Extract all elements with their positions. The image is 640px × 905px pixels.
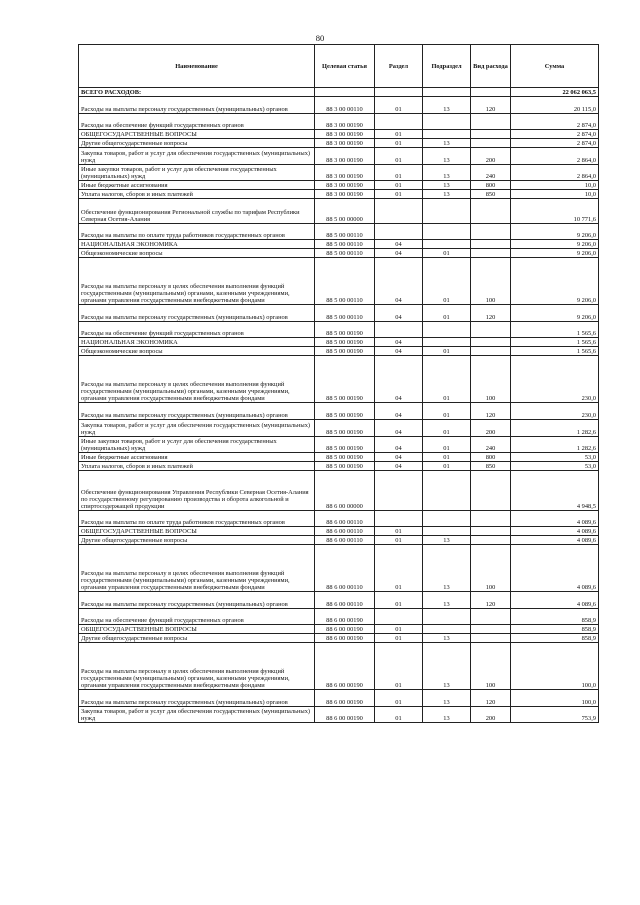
row-article: 88 5 00 00110 <box>315 240 375 249</box>
row-sum: 858,9 <box>511 634 599 643</box>
row-article: 88 5 00 00190 <box>315 321 375 338</box>
row-kind: 850 <box>471 190 511 199</box>
row-sum: 1 282,6 <box>511 436 599 453</box>
table-row <box>79 321 599 338</box>
row-article: 88 5 00 00190 <box>315 338 375 347</box>
row-sum: 858,9 <box>511 608 599 625</box>
row-sum: 753,9 <box>511 706 599 723</box>
row-subsection <box>423 471 471 510</box>
row-subsection: 01 <box>423 347 471 356</box>
page-number: 80 <box>315 33 325 43</box>
row-subsection <box>423 130 471 139</box>
row-article: 88 6 00 00190 <box>315 706 375 723</box>
row-name: Иные бюджетные ассигнования <box>79 181 315 190</box>
row-subsection <box>423 527 471 536</box>
row-article: 88 6 00 00110 <box>315 527 375 536</box>
row-subsection: 13 <box>423 545 471 592</box>
table-row <box>79 608 599 625</box>
row-section <box>375 321 423 338</box>
row-name: Закупка товаров, работ и услуг для обеспечения государственных (муниципальных) нужд <box>79 706 315 723</box>
row-kind: 100 <box>471 258 511 305</box>
row-kind <box>471 113 511 130</box>
row-article: 88 6 00 00110 <box>315 545 375 592</box>
row-name: ОБЩЕГОСУДАРСТВЕННЫЕ ВОПРОСЫ <box>79 625 315 634</box>
table-row <box>79 258 599 305</box>
row-article: 88 5 00 00190 <box>315 356 375 403</box>
row-section: 01 <box>375 130 423 139</box>
row-section: 04 <box>375 462 423 471</box>
row-section: 04 <box>375 240 423 249</box>
row-article: 88 6 00 00000 <box>315 471 375 510</box>
row-kind: 800 <box>471 181 511 190</box>
row-article: 88 3 00 00110 <box>315 97 375 114</box>
table-row <box>79 199 599 223</box>
row-sum: 100,0 <box>511 643 599 690</box>
row-name: Расходы на выплаты по оплате труда работников государственных органов <box>79 223 315 240</box>
row-article: 88 6 00 00190 <box>315 643 375 690</box>
row-kind: 120 <box>471 592 511 609</box>
row-name: Другие общегосударственные вопросы <box>79 139 315 148</box>
row-kind: 850 <box>471 462 511 471</box>
table-row <box>79 592 599 609</box>
row-sum: 9 206,0 <box>511 305 599 322</box>
row-sum: 4 089,6 <box>511 592 599 609</box>
row-article: 88 5 00 00190 <box>315 347 375 356</box>
table-row <box>79 625 599 634</box>
table-row <box>79 419 599 436</box>
row-kind <box>471 338 511 347</box>
table-row <box>79 181 599 190</box>
row-name: Общеэкономические вопросы <box>79 249 315 258</box>
row-subsection: 13 <box>423 592 471 609</box>
row-sum: 1 565,6 <box>511 347 599 356</box>
row-name: Иные бюджетные ассигнования <box>79 453 315 462</box>
row-subsection: 01 <box>423 436 471 453</box>
row-article: 88 5 00 00110 <box>315 258 375 305</box>
row-section: 04 <box>375 338 423 347</box>
row-section: 04 <box>375 305 423 322</box>
row-sum: 53,0 <box>511 462 599 471</box>
table-row <box>79 130 599 139</box>
row-subsection <box>423 321 471 338</box>
row-name: Расходы на выплаты персоналу государственных (муниципальных) органов <box>79 690 315 707</box>
table-row <box>79 462 599 471</box>
row-kind <box>471 321 511 338</box>
row-subsection: 13 <box>423 181 471 190</box>
row-kind <box>471 608 511 625</box>
table-row <box>79 453 599 462</box>
table-row <box>79 536 599 545</box>
row-subsection: 13 <box>423 190 471 199</box>
row-article: 88 5 00 00190 <box>315 403 375 420</box>
row-kind <box>471 88 511 97</box>
table-header-row <box>79 45 599 88</box>
row-kind: 120 <box>471 403 511 420</box>
row-subsection: 01 <box>423 419 471 436</box>
row-subsection <box>423 223 471 240</box>
row-sum: 10,0 <box>511 190 599 199</box>
table-row <box>79 347 599 356</box>
row-sum: 4 089,6 <box>511 527 599 536</box>
row-article: 88 6 00 00110 <box>315 592 375 609</box>
table-row <box>79 356 599 403</box>
row-sum: 4 089,6 <box>511 545 599 592</box>
row-subsection: 13 <box>423 643 471 690</box>
row-subsection <box>423 608 471 625</box>
row-name: НАЦИОНАЛЬНАЯ ЭКОНОМИКА <box>79 240 315 249</box>
row-subsection: 13 <box>423 97 471 114</box>
row-name: Иные закупки товаров, работ и услуг для обеспечения государственных (муниципальных) нужд <box>79 436 315 453</box>
row-kind <box>471 634 511 643</box>
row-article: 88 3 00 00190 <box>315 130 375 139</box>
row-kind <box>471 199 511 223</box>
row-section <box>375 510 423 527</box>
row-name: Расходы на обеспечение функций государственных органов <box>79 608 315 625</box>
row-section: 01 <box>375 545 423 592</box>
row-section: 01 <box>375 625 423 634</box>
row-article: 88 5 00 00000 <box>315 199 375 223</box>
header-article: Целевая статья <box>315 45 375 88</box>
table-row <box>79 249 599 258</box>
row-section: 04 <box>375 356 423 403</box>
row-name: Обеспечение функционирования Управления Республики Северная Осетия-Алания по государственному регулированию производства и оборота алкогольной и спиртосодержащей продукции <box>79 471 315 510</box>
row-section: 04 <box>375 347 423 356</box>
table-row <box>79 471 599 510</box>
row-name: Обеспечение функционирования Региональной службы по тарифам Республики Северная Осетия-Алания <box>79 199 315 223</box>
table-row <box>79 403 599 420</box>
table-row <box>79 545 599 592</box>
row-section: 01 <box>375 148 423 165</box>
row-name: Расходы на выплаты персоналу в целях обеспечения выполнения функций государственными (муниципальными) органами, казенными учреждениями, органами управления государственными внебюджетными фондами <box>79 258 315 305</box>
row-name: Расходы на обеспечение функций государственных органов <box>79 321 315 338</box>
row-subsection: 01 <box>423 258 471 305</box>
row-kind: 200 <box>471 419 511 436</box>
row-section: 01 <box>375 634 423 643</box>
row-name: Общеэкономические вопросы <box>79 347 315 356</box>
row-article: 88 6 00 00110 <box>315 510 375 527</box>
row-kind: 100 <box>471 356 511 403</box>
row-kind: 200 <box>471 148 511 165</box>
row-subsection: 13 <box>423 690 471 707</box>
row-name: Другие общегосударственные вопросы <box>79 634 315 643</box>
row-name: Уплата налогов, сборов и иных платежей <box>79 462 315 471</box>
row-subsection <box>423 113 471 130</box>
row-kind <box>471 130 511 139</box>
row-section: 04 <box>375 403 423 420</box>
table-row <box>79 436 599 453</box>
row-article: 88 6 00 00110 <box>315 536 375 545</box>
row-name: Другие общегосударственные вопросы <box>79 536 315 545</box>
row-article: 88 3 00 00190 <box>315 164 375 181</box>
row-sum: 22 062 063,5 <box>511 88 599 97</box>
row-kind: 800 <box>471 453 511 462</box>
row-kind <box>471 139 511 148</box>
row-subsection <box>423 88 471 97</box>
row-name: ОБЩЕГОСУДАРСТВЕННЫЕ ВОПРОСЫ <box>79 130 315 139</box>
row-kind: 240 <box>471 164 511 181</box>
row-article: 88 3 00 00190 <box>315 148 375 165</box>
row-name: НАЦИОНАЛЬНАЯ ЭКОНОМИКА <box>79 338 315 347</box>
row-article: 88 5 00 00190 <box>315 462 375 471</box>
row-sum: 2 864,0 <box>511 164 599 181</box>
header-name: Наименование <box>79 45 315 88</box>
row-name: Иные закупки товаров, работ и услуг для обеспечения государственных (муниципальных) нужд <box>79 164 315 181</box>
table-row <box>79 305 599 322</box>
row-sum: 10 771,6 <box>511 199 599 223</box>
row-sum: 9 206,0 <box>511 249 599 258</box>
row-name: ВСЕГО РАСХОДОВ: <box>79 88 315 97</box>
row-subsection: 13 <box>423 148 471 165</box>
row-subsection: 13 <box>423 164 471 181</box>
row-sum: 1 565,6 <box>511 321 599 338</box>
row-kind <box>471 527 511 536</box>
row-name: Уплата налогов, сборов и иных платежей <box>79 190 315 199</box>
row-subsection <box>423 240 471 249</box>
table-row <box>79 690 599 707</box>
row-section: 01 <box>375 706 423 723</box>
row-sum: 2 874,0 <box>511 139 599 148</box>
row-kind <box>471 223 511 240</box>
row-article: 88 3 00 00190 <box>315 181 375 190</box>
budget-table <box>78 44 599 723</box>
row-subsection: 01 <box>423 453 471 462</box>
row-subsection <box>423 510 471 527</box>
row-kind: 120 <box>471 305 511 322</box>
row-subsection: 01 <box>423 462 471 471</box>
row-sum: 100,0 <box>511 690 599 707</box>
row-section: 04 <box>375 419 423 436</box>
row-section <box>375 608 423 625</box>
row-article: 88 3 00 00190 <box>315 113 375 130</box>
row-name: Расходы на обеспечение функций государственных органов <box>79 113 315 130</box>
row-article: 88 5 00 00190 <box>315 419 375 436</box>
row-article: 88 6 00 00190 <box>315 625 375 634</box>
row-article: 88 5 00 00110 <box>315 249 375 258</box>
row-section: 01 <box>375 164 423 181</box>
row-subsection <box>423 625 471 634</box>
table-row <box>79 113 599 130</box>
header-section: Раздел <box>375 45 423 88</box>
row-sum: 53,0 <box>511 453 599 462</box>
row-section: 01 <box>375 190 423 199</box>
row-kind <box>471 471 511 510</box>
row-sum: 230,0 <box>511 356 599 403</box>
row-name: Расходы на выплаты по оплате труда работников государственных органов <box>79 510 315 527</box>
table-row <box>79 97 599 114</box>
row-subsection: 01 <box>423 249 471 258</box>
table-body <box>79 88 599 723</box>
row-kind: 120 <box>471 690 511 707</box>
row-subsection: 01 <box>423 403 471 420</box>
row-section: 01 <box>375 643 423 690</box>
row-article: 88 6 00 00190 <box>315 608 375 625</box>
row-section <box>375 199 423 223</box>
row-section: 01 <box>375 139 423 148</box>
row-subsection: 13 <box>423 139 471 148</box>
row-section: 04 <box>375 436 423 453</box>
row-kind <box>471 510 511 527</box>
row-name: Расходы на выплаты персоналу государственных (муниципальных) органов <box>79 403 315 420</box>
table-row <box>79 706 599 723</box>
table-row <box>79 148 599 165</box>
row-article: 88 3 00 00190 <box>315 139 375 148</box>
table-row <box>79 139 599 148</box>
row-sum: 4 089,6 <box>511 536 599 545</box>
row-section: 01 <box>375 97 423 114</box>
row-sum: 2 874,0 <box>511 113 599 130</box>
row-name: Расходы на выплаты персоналу государственных (муниципальных) органов <box>79 592 315 609</box>
row-section: 04 <box>375 249 423 258</box>
row-sum: 20 115,0 <box>511 97 599 114</box>
row-name: Расходы на выплаты персоналу государственных (муниципальных) органов <box>79 97 315 114</box>
row-sum: 4 948,5 <box>511 471 599 510</box>
row-sum: 230,0 <box>511 403 599 420</box>
row-article: 88 5 00 00110 <box>315 223 375 240</box>
row-article <box>315 88 375 97</box>
row-subsection <box>423 199 471 223</box>
row-kind: 100 <box>471 545 511 592</box>
header-subsection: Подраздел <box>423 45 471 88</box>
row-sum: 4 089,6 <box>511 510 599 527</box>
row-name: Расходы на выплаты персоналу в целях обеспечения выполнения функций государственными (муниципальными) органами, казенными учреждениями, органами управления государственными внебюджетными фондами <box>79 643 315 690</box>
row-kind <box>471 536 511 545</box>
row-article: 88 6 00 00190 <box>315 690 375 707</box>
row-section <box>375 88 423 97</box>
row-sum: 1 282,6 <box>511 419 599 436</box>
header-sum: Сумма <box>511 45 599 88</box>
row-sum: 858,9 <box>511 625 599 634</box>
row-kind: 200 <box>471 706 511 723</box>
table-row <box>79 190 599 199</box>
row-name: Расходы на выплаты персоналу государственных (муниципальных) органов <box>79 305 315 322</box>
row-section: 01 <box>375 536 423 545</box>
row-section: 04 <box>375 258 423 305</box>
row-section: 01 <box>375 592 423 609</box>
table-row <box>79 527 599 536</box>
row-sum: 9 206,0 <box>511 258 599 305</box>
row-subsection: 13 <box>423 536 471 545</box>
row-section <box>375 223 423 240</box>
table-row <box>79 643 599 690</box>
row-subsection: 01 <box>423 356 471 403</box>
row-sum: 2 864,0 <box>511 148 599 165</box>
row-kind: 100 <box>471 643 511 690</box>
row-section: 01 <box>375 181 423 190</box>
table-row <box>79 164 599 181</box>
row-kind: 120 <box>471 97 511 114</box>
row-sum: 9 206,0 <box>511 240 599 249</box>
table-row <box>79 634 599 643</box>
row-kind: 240 <box>471 436 511 453</box>
row-sum: 10,0 <box>511 181 599 190</box>
row-name: Закупка товаров, работ и услуг для обеспечения государственных (муниципальных) нужд <box>79 148 315 165</box>
row-article: 88 5 00 00190 <box>315 453 375 462</box>
row-kind <box>471 249 511 258</box>
row-name: Закупка товаров, работ и услуг для обеспечения государственных (муниципальных) нужд <box>79 419 315 436</box>
table-row <box>79 223 599 240</box>
row-article: 88 6 00 00190 <box>315 634 375 643</box>
row-name: Расходы на выплаты персоналу в целях обеспечения выполнения функций государственными (муниципальными) органами, казенными учреждениями, органами управления государственными внебюджетными фондами <box>79 545 315 592</box>
table-row <box>79 88 599 97</box>
table-row <box>79 240 599 249</box>
row-section: 01 <box>375 690 423 707</box>
row-name: ОБЩЕГОСУДАРСТВЕННЫЕ ВОПРОСЫ <box>79 527 315 536</box>
row-article: 88 3 00 00190 <box>315 190 375 199</box>
header-kind: Вид расхода <box>471 45 511 88</box>
row-subsection: 01 <box>423 305 471 322</box>
row-kind <box>471 240 511 249</box>
row-article: 88 5 00 00190 <box>315 436 375 453</box>
row-section <box>375 471 423 510</box>
table-row <box>79 510 599 527</box>
row-sum: 1 565,6 <box>511 338 599 347</box>
table-row <box>79 338 599 347</box>
row-section: 04 <box>375 453 423 462</box>
row-sum: 9 206,0 <box>511 223 599 240</box>
row-section: 01 <box>375 527 423 536</box>
row-subsection: 13 <box>423 634 471 643</box>
row-section <box>375 113 423 130</box>
row-kind <box>471 625 511 634</box>
row-kind <box>471 347 511 356</box>
row-article: 88 5 00 00110 <box>315 305 375 322</box>
row-subsection: 13 <box>423 706 471 723</box>
row-sum: 2 874,0 <box>511 130 599 139</box>
row-subsection <box>423 338 471 347</box>
row-name: Расходы на выплаты персоналу в целях обеспечения выполнения функций государственными (муниципальными) органами, казенными учреждениями, органами управления государственными внебюджетными фондами <box>79 356 315 403</box>
